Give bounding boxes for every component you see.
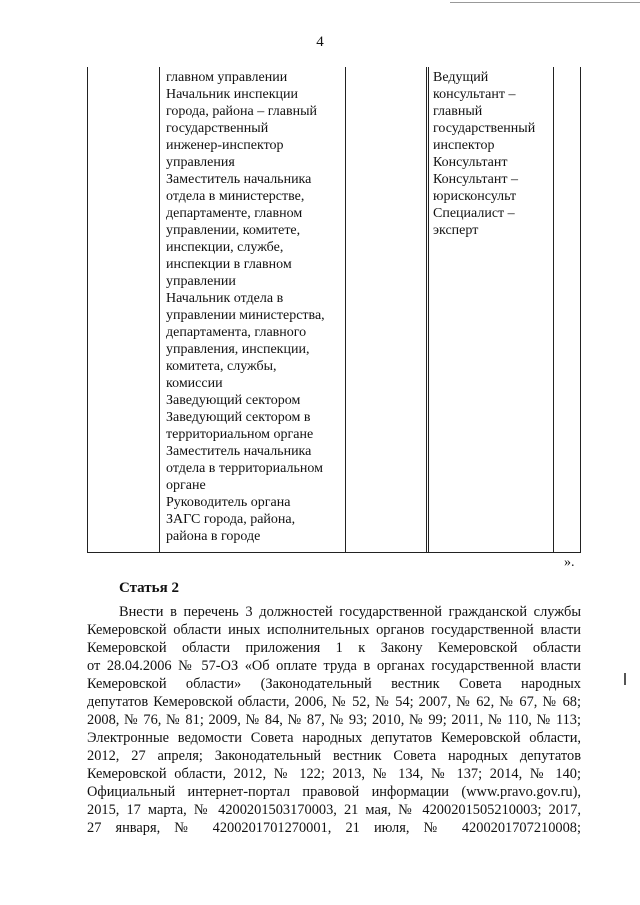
table-cell-line: комиссии [166,376,223,391]
article-text-line: 27 января, № 4200201701270001, 21 июля, № 4200201707210008; [87,820,581,836]
table-cell-line: комитета, службы, [166,359,277,374]
table-cell-line: главный [433,104,483,119]
article-text-line: Кемеровской области» (Законодательный вестник Совета народных [87,676,581,692]
article-text-line: Внести в перечень 3 должностей государственной гражданской службы [119,604,581,620]
table-cell-line: управлении [166,274,236,289]
article-text-line: депутатов Кемеровской области, 2006, № 52, № 54; 2007, № 62, № 67, № 68; [87,694,581,710]
table-left-column-text [166,69,346,545]
article-text-line: от 28.04.2006 № 57-ОЗ «Об оплате труда в органах государственной власти [87,658,581,674]
table-cell-line: Консультант [433,155,508,170]
table-cell-line: Начальник инспекции [166,87,298,102]
page-number: 4 [316,34,324,50]
article-title: Статья 2 [119,580,179,596]
table-cell-line: государственный [433,121,536,136]
table-cell-line: управлении министерства, [166,308,325,323]
table-cell-line: района в городе [166,529,261,544]
table-cell-line: Ведущий [433,70,489,85]
table-border-right [580,67,581,553]
table-cell-line: управления [166,155,235,170]
table-cell-line: органе [166,478,206,493]
article-body [87,603,581,837]
table-cell-line: Заведующий сектором [166,393,301,408]
table-border-bottom [87,552,581,553]
table-cell-line: города, района – главный [166,104,317,119]
table-cell-line: департаменте, главном [166,206,303,221]
table-border-col1 [159,67,160,553]
table-cell-line: Заведующий сектором в [166,410,311,425]
table-cell-line: государственный [166,121,269,136]
table-cell-line: главном управлении [166,70,288,85]
article-text-line: 2008, № 76, № 81; 2009, № 84, № 87, № 93; 2010, № 99; 2011, № 110, № 113; [87,712,581,728]
table-cell-line: Заместитель начальника [166,444,312,459]
table-cell-line: ЗАГС города, района, [166,512,296,527]
table-cell-line: инженер-инспектор [166,138,284,153]
table-cell-line: Специалист – [433,206,515,221]
table-right-column-text [433,69,561,239]
table-cell-line: Начальник отдела в [166,291,284,306]
table-cell-line: Консультант – [433,172,518,187]
article-text-line: Кемеровской области приложения 1 к Закону Кемеровской области [87,640,581,656]
table-cell-line: эксперт [433,223,479,238]
table-cell-line: отдела в министерстве, [166,189,305,204]
table-cell-line: управления, инспекции, [166,342,310,357]
article-text-line: 2015, 17 марта, № 4200201503170003, 21 мая, № 4200201505210003; 2017, [87,802,581,818]
article-text-line: Электронные ведомости Совета народных депутатов Кемеровской области, [87,730,581,746]
closing-quote: ». [564,555,575,570]
table-cell-line: юрисконсульт [433,189,517,204]
table-cell-line: департамента, главного [166,325,307,340]
table-cell-line: инспекции, службе, [166,240,284,255]
table-border-left [87,67,88,553]
table-cell-line: отдела в территориальном [166,461,323,476]
table-cell-line: инспектор [433,138,495,153]
table-cell-line: территориальном органе [166,427,314,442]
table-cell-line: инспекции в главном [166,257,292,272]
table-cell-line: Заместитель начальника [166,172,312,187]
table-border-col3 [426,67,427,553]
margin-mark [624,673,626,685]
article-text-line: Кемеровской области, 2012, № 122; 2013, № 134, № 137; 2014, № 140; [87,766,581,782]
table-cell-line: Руководитель органа [166,495,291,510]
article-text-line: Официальный интернет-портал правовой информации (www.pravo.gov.ru), [87,784,581,800]
top-edge-line [450,2,640,3]
article-text-line: Кемеровской области иных исполнительных органов государственной власти [87,622,581,638]
article-text-line: 2012, 27 апреля; Законодательный вестник Совета народных депутатов [87,748,581,764]
table-border-col4 [428,67,429,553]
table-cell-line: управлении, комитете, [166,223,301,238]
table-cell-line: консультант – [433,87,516,102]
